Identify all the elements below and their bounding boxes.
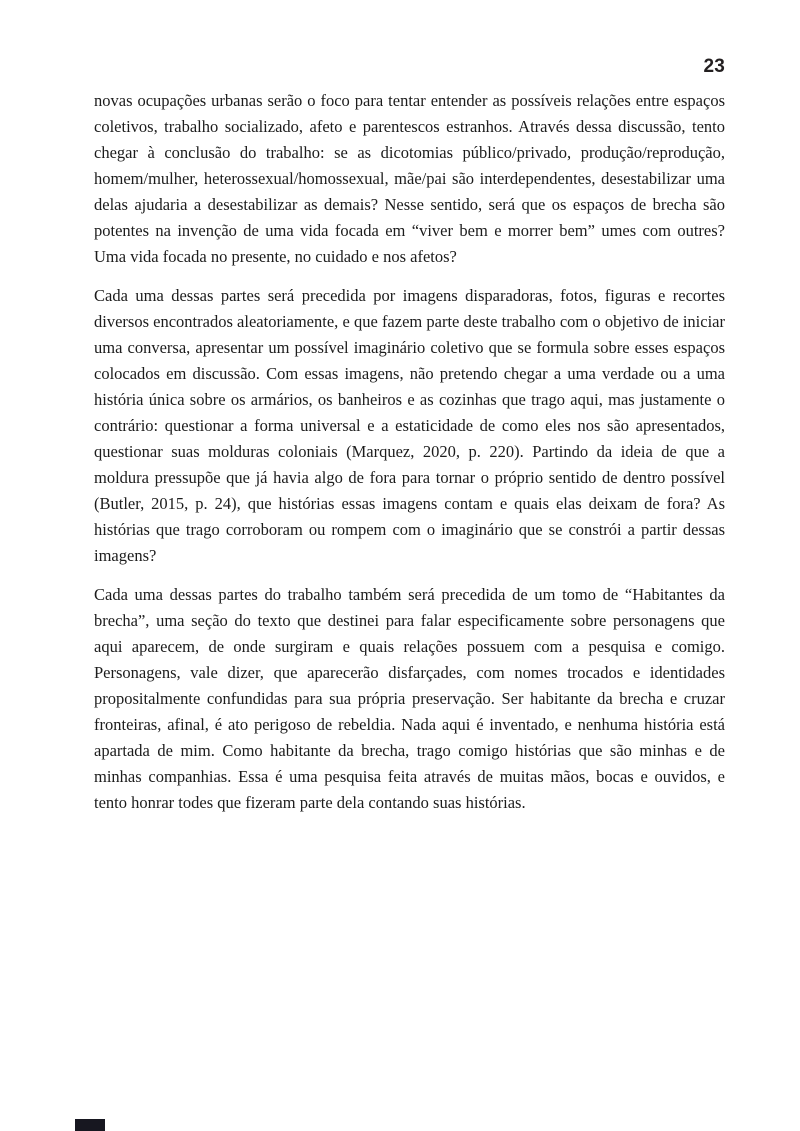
paragraph: novas ocupações urbanas serão o foco para tentar entender as possíveis relações entre espaços coletivos, trabalho socializado, afeto e parentescos estranhos. Através dessa discussão, tento chegar à conclusão do trabalho: se as dicotomias público/privado, produção/reprodução, homem/mulher, heterossexual/homossexual, mãe/pai são interdependentes, desestabilizar uma delas ajudaria a desestabilizar as demais? Nesse sentido, será que os espaços de brecha são potentes na invenção de uma vida focada em “viver bem e morrer bem” umes com outres? Uma vida focada no presente, no cuidado e nos afetos? <box>94 91 725 266</box>
paragraph: Cada uma dessas partes do trabalho também será precedida de um tomo de “Habitantes da brecha”, uma seção do texto que destinei para falar especificamente sobre personagens que aqui aparecem, de onde surgiram e quais relações possuem com a pesquisa e comigo. Personagens, vale dizer, que aparecerão disfarçades, com nomes trocados e identidades propositalmente confundidas para sua própria preservação. Ser habitante da brecha e cruzar fronteiras, afinal, é ato perigoso de rebeldia. Nada aqui é inventado, e nenhuma história está apartada de mim. Como habitante da brecha, trago comigo histórias que são minhas e de minhas companhias. Essa é uma pesquisa feita através de muitas mãos, bocas e ouvidos, e tento honrar todes que fizeram parte dela contando suas histórias. <box>94 585 725 812</box>
text-block <box>94 88 725 829</box>
page-number: 23 <box>703 56 725 77</box>
paragraph: Cada uma dessas partes será precedida por imagens disparadoras, fotos, figuras e recortes diversos encontrados aleatoriamente, e que fazem parte deste trabalho com o objetivo de iniciar uma conversa, apresentar um possível imaginário coletivo que se formula sobre esses espaços colocados em discussão. Com essas imagens, não pretendo chegar a uma verdade ou a uma história única sobre os armários, os banheiros e as cozinhas que trago aqui, mas justamente o contrário: questionar a forma universal e a estaticidade de como eles nos são apresentados, questionar suas molduras coloniais (Marquez, 2020, p. 220). Partindo da ideia de que a moldura pressupõe que já havia algo de fora para tornar o próprio sentido de dentro possível (Butler, 2015, p. 24), que histórias essas imagens contam e quais elas deixam de fora? As histórias que trago corroboram ou rompem com o imaginário que se constrói a partir dessas imagens? <box>94 286 725 565</box>
footer-tab-mark <box>75 1119 105 1131</box>
